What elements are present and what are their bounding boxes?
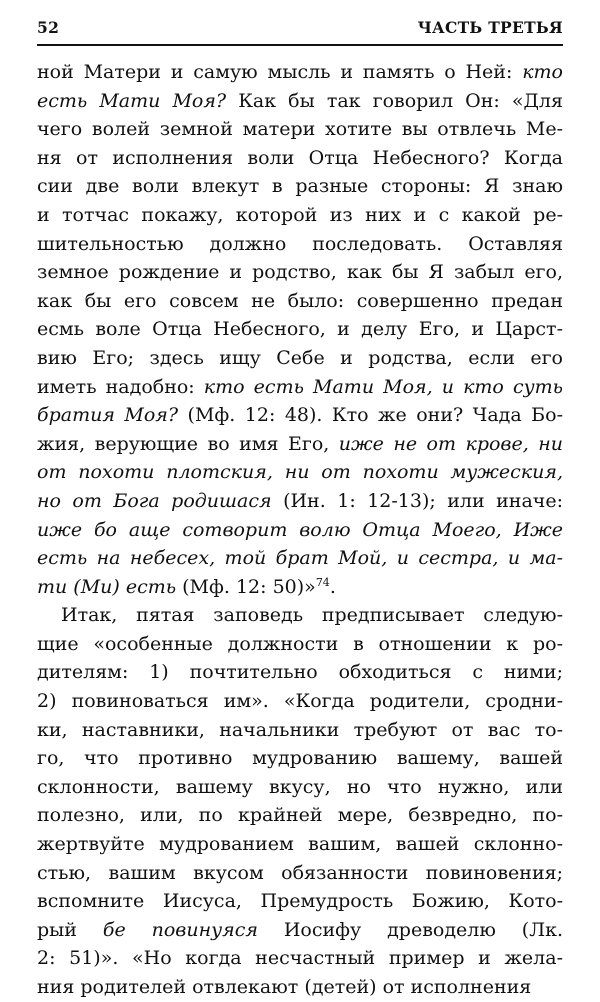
text-line (37, 887, 563, 916)
text-line (37, 658, 563, 687)
text-line (37, 773, 563, 802)
footnote-ref: 74 (315, 575, 330, 589)
text-run: стью, вашим вкусом обязанности повиновения; (37, 861, 563, 884)
text-run: полезно, или, по крайней мере, безвредно, по- (37, 804, 563, 827)
running-header (37, 18, 563, 37)
text-line (37, 287, 563, 316)
text-line (37, 58, 563, 87)
text-run: земное рождение и родство, как бы Я забыл его, (37, 261, 563, 284)
page-number: 52 (37, 18, 60, 37)
text-line (37, 830, 563, 859)
text-line (37, 630, 563, 659)
text-run: чего волей земной матери хотите вы отвлечь Ме- (37, 118, 563, 141)
text-run: Иосифу древоделю (Лк. (257, 918, 563, 941)
text-line (37, 458, 563, 487)
italic-quote: братия Моя? (37, 404, 179, 427)
text-line (37, 115, 563, 144)
text-run: ной Матери и самую мысль и память о Ней: (37, 61, 523, 83)
text-run: склонности, вашему вкусу, но что нужно, или (37, 775, 563, 798)
text-line (37, 973, 563, 1002)
italic-quote: кто (522, 61, 563, 83)
body-text (37, 58, 563, 1002)
text-line (37, 516, 563, 545)
text-run: жертвуйте мудрованием вашим, вашей склонно- (37, 833, 563, 856)
text-run: и тотчас покажу, которой из них и с какой ре- (37, 203, 563, 226)
text-run: Итак, пятая заповедь предписывает следую- (61, 604, 563, 627)
italic-quote: бе повинуяся (102, 918, 258, 941)
text-run: ки, наставники, начальники требуют от вас то- (37, 718, 563, 741)
header-rule (37, 44, 563, 46)
text-run: есмь воле Отца Небесного, и делу Его, и Царст- (37, 318, 563, 341)
text-line (37, 344, 563, 373)
text-run: щие «особенные должности в отношении к ро- (37, 632, 563, 655)
text-line (37, 401, 563, 430)
text-run: вию Его; здесь ищу Себе и родства, если его (37, 346, 563, 369)
text-line (37, 315, 563, 344)
text-line (37, 716, 563, 745)
text-line (37, 744, 563, 773)
text-run: (Ин. 1: 12-13); или иначе: (271, 489, 563, 512)
text-line (37, 687, 563, 716)
text-line (37, 144, 563, 173)
text-line (37, 801, 563, 830)
text-run: шительностью должно последовать. Оставляя (37, 232, 563, 255)
text-run: как бы его совсем не было: совершенно предан (37, 289, 563, 312)
italic-quote: от похоти плотския, ни от похоти мужеския, (37, 461, 563, 484)
italic-quote: иже не от крове, ни (338, 432, 563, 455)
text-run: дителям: 1) почтительно обходиться с ними; (37, 661, 563, 684)
text-line (37, 601, 563, 630)
italic-quote: иже бо аще сотворит волю Отца Моего, Иже (37, 518, 563, 541)
text-run: ния родителей отвлекают (детей) от исполнения (37, 976, 532, 998)
text-line (37, 916, 563, 945)
text-run: иметь надобно: (37, 375, 204, 398)
text-line (37, 859, 563, 888)
text-run: Как бы так говорил Он: «Для (226, 89, 563, 112)
text-run: 2) повиноваться им». «Когда родители, сродни- (37, 690, 563, 713)
text-run: ня от исполнения воли Отца Небесного? Когда (37, 146, 563, 169)
text-line (37, 87, 563, 116)
text-run: рый (37, 918, 103, 941)
text-line (37, 430, 563, 459)
text-line (37, 544, 563, 573)
italic-quote: есть Мати Моя? (37, 89, 227, 112)
text-line (37, 201, 563, 230)
text-line (37, 944, 563, 973)
text-line (37, 258, 563, 287)
italic-quote: ти (Ми) есть (37, 575, 177, 598)
text-run: . (329, 575, 336, 598)
text-run: (Мф. 12: 50)» (176, 575, 316, 598)
text-line (37, 573, 563, 602)
text-run: (Мф. 12: 48). Кто же они? Чада Бо- (178, 404, 563, 427)
text-line (37, 230, 563, 259)
text-run: го, что противно мудрованию вашему, вашей (37, 747, 563, 770)
text-run: жия, верующие во имя Его, (37, 432, 339, 455)
italic-quote: кто есть Мати Моя, и кто суть (203, 375, 563, 398)
text-line (37, 172, 563, 201)
italic-quote: есть на небесех, той брат Мой, и сестра, и ма- (37, 547, 563, 570)
text-run: вспомните Иисуса, Премудрость Божию, Кото- (37, 890, 563, 913)
section-title: ЧАСТЬ ТРЕТЬЯ (417, 18, 563, 37)
text-run: 2: 51)». «Но когда несчастный пример и жела- (37, 947, 563, 970)
text-line (37, 373, 563, 402)
italic-quote: но от Бога родишася (37, 489, 272, 512)
text-run: сии две воли влекут в разные стороны: Я знаю (37, 175, 563, 198)
text-line (37, 487, 563, 516)
